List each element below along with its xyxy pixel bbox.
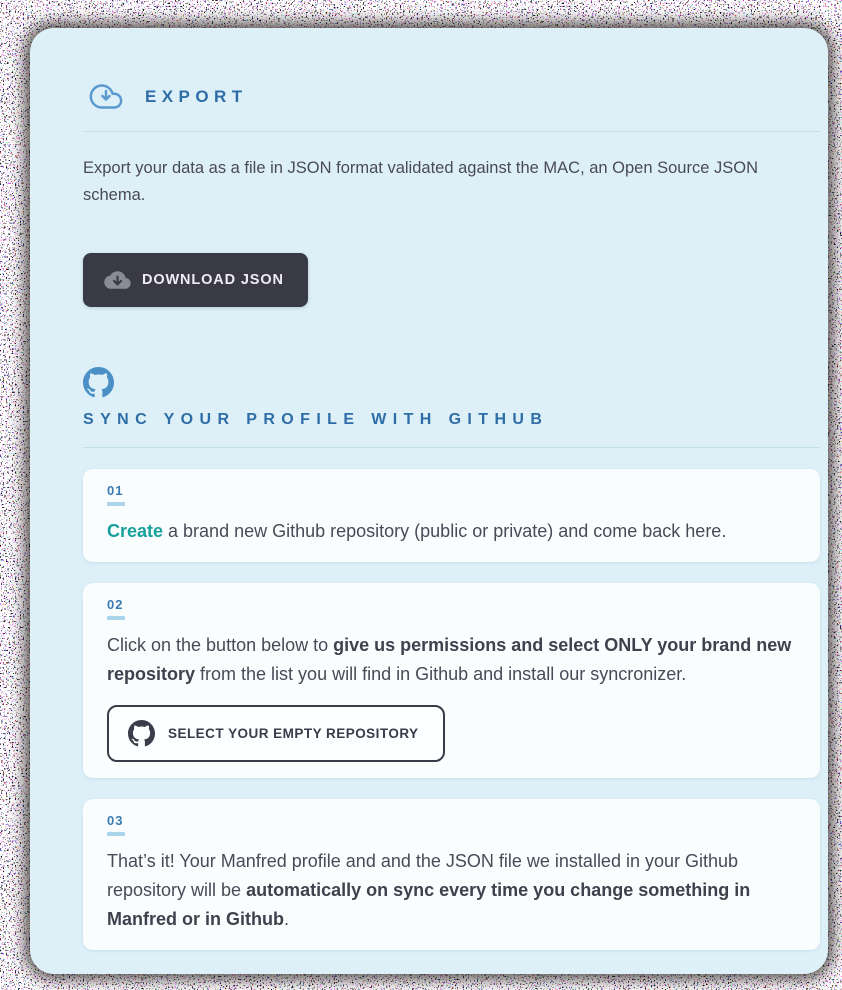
sync-title: SYNC YOUR PROFILE WITH GITHUB (83, 410, 549, 428)
step2-text-after: from the list you will find in Github and install our syncronizer. (195, 663, 687, 684)
sync-divider (83, 447, 820, 448)
step-text (107, 631, 796, 689)
step-number-underline (107, 616, 125, 620)
sync-section (83, 367, 790, 950)
step-card-02 (83, 583, 820, 778)
cloud-download-filled-icon (104, 269, 131, 291)
select-repository-button[interactable] (107, 705, 445, 762)
step3-text-bold: automatically on sync every time you change something in Manfred or in Github (107, 879, 751, 929)
step-text (107, 847, 796, 934)
step-number: 02 (107, 596, 124, 612)
select-repository-label: SELECT YOUR EMPTY REPOSITORY (168, 725, 419, 741)
export-divider (83, 131, 820, 132)
step2-text-bold: give us permissions and select ONLY your brand new repository (107, 634, 792, 684)
github-icon (128, 720, 155, 747)
step-number-underline (107, 502, 125, 506)
step3-text-before: That’s it! Your Manfred profile and and the JSON file we installed in your Github repository will be (107, 850, 739, 900)
settings-panel (30, 28, 828, 974)
create-repository-link[interactable]: Create (107, 520, 164, 541)
export-description: Export your data as a file in JSON format validated against the MAC, an Open Source JSON schema. (83, 159, 758, 204)
download-json-button[interactable] (83, 253, 308, 307)
github-icon (83, 367, 114, 398)
step2-text-before: Click on the button below to (107, 634, 334, 655)
export-title: EXPORT (145, 86, 248, 106)
step-card-01 (83, 469, 820, 562)
step-number: 01 (107, 482, 124, 498)
step-card-03 (83, 799, 820, 950)
export-section (83, 80, 790, 307)
step-number-underline (107, 832, 125, 836)
step1-text: a brand new Github repository (public or private) and come back here. (163, 520, 727, 541)
step3-text-after: . (284, 908, 290, 929)
cloud-download-icon (83, 80, 129, 113)
step-text (107, 517, 796, 546)
download-json-label: DOWNLOAD JSON (142, 271, 284, 288)
step-number: 03 (107, 812, 124, 828)
export-header (83, 80, 790, 113)
